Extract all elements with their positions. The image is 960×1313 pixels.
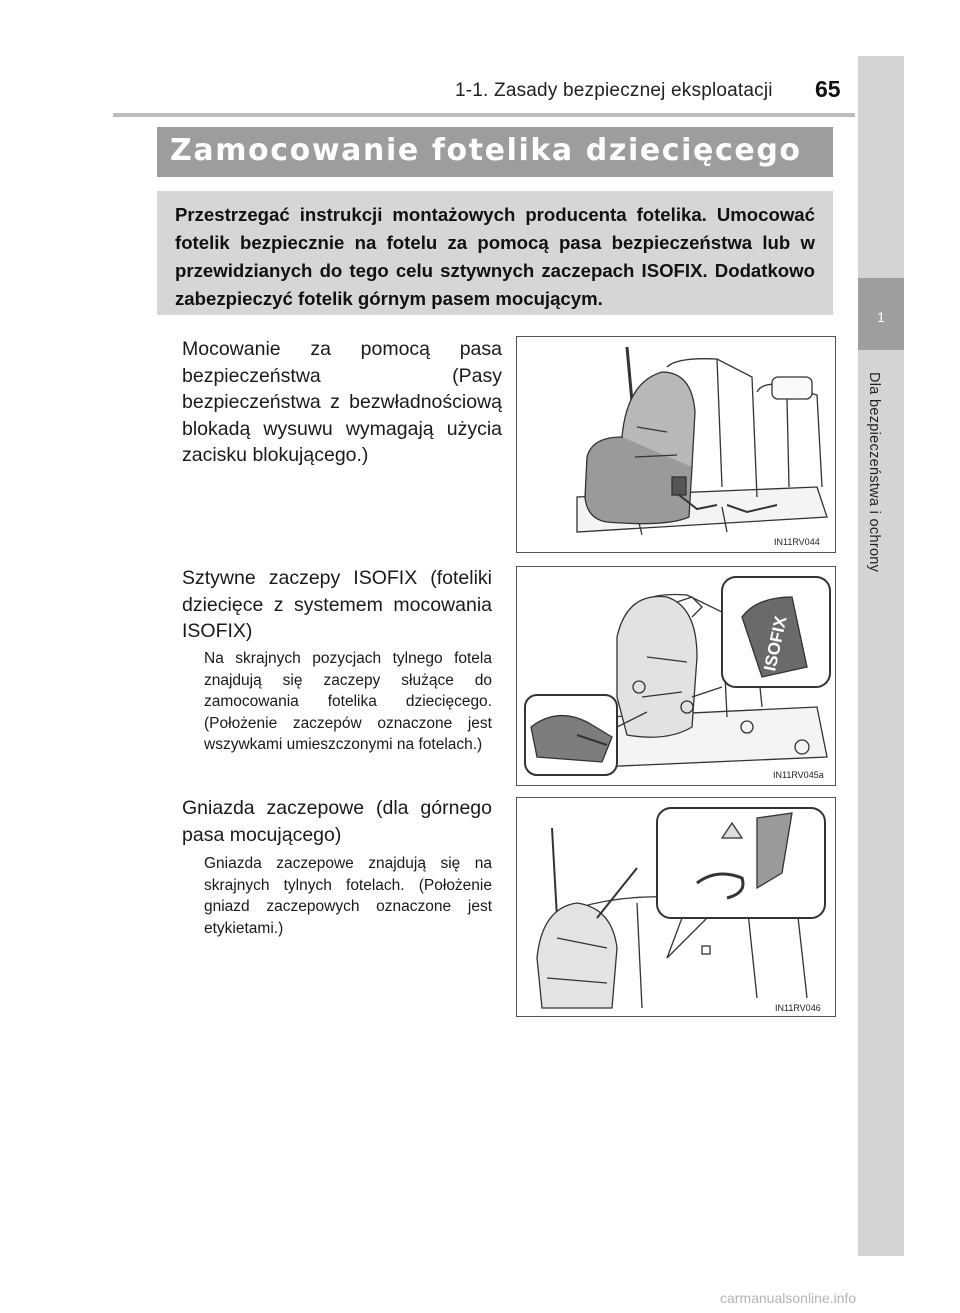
figure-code-label: IN11RV046 xyxy=(775,1003,821,1013)
isofix-tag-label: ISOFIX xyxy=(760,614,791,673)
section-title: Zamocowanie fotelika dziecięcego xyxy=(170,133,802,168)
chapter-title-vertical: Dla bezpieczeństwa i ochrony xyxy=(866,372,882,573)
figure-tether-anchor xyxy=(516,797,836,1017)
illustration-top-tether xyxy=(517,798,835,1016)
illustration-seatbelt-child-seat xyxy=(517,337,835,552)
figure-code-label: IN11RV044 xyxy=(774,537,820,547)
item-detail-tether-anchor: Gniazda zaczepowe znajdują się na skrajnych tylnych fotelach. (Położenie gniazd zaczepowych oznaczone jest etykietami.) xyxy=(204,855,492,937)
watermark: carmanualsonline.info xyxy=(720,1290,857,1306)
item-heading-isofix: Sztywne zaczepy ISOFIX (foteliki dziecięce z systemem mocowania ISOFIX) xyxy=(182,567,492,642)
header-rule xyxy=(113,113,855,117)
figure-seatbelt-mount xyxy=(516,336,836,553)
item-heading-tether-anchor: Gniazda zaczepowe (dla górnego pasa mocującego) xyxy=(182,797,492,846)
chapter-number-tab: 1 xyxy=(858,278,904,350)
figure-code-label: IN11RV045a xyxy=(773,770,824,780)
chapter-side-strip xyxy=(858,56,904,1256)
illustration-isofix-anchors xyxy=(517,567,835,785)
running-header: 1-1. Zasady bezpiecznej eksploatacji xyxy=(455,80,773,101)
figure-isofix-mount xyxy=(516,566,836,786)
item-detail-isofix: Na skrajnych pozycjach tylnego fotela znajdują się zaczepy służące do zamocowania fotelika dziecięcego. (Położenie zaczepów oznaczone jest wszywkami umieszczonymi na fotelach.) xyxy=(204,650,492,753)
page-number: 65 xyxy=(815,76,841,102)
intro-text: Przestrzegać instrukcji montażowych producenta fotelika. Umocować fotelik bezpiecznie na fotelu za pomocą pasa bezpieczeństwa lub w przewidzianych do tego celu sztywnych zaczepach ISOFIX. Dodatkowo zabezpieczyć fotelik górnym pasem mocującym. xyxy=(175,204,815,309)
item-heading-seatbelt: Mocowanie za pomocą pasa bezpieczeństwa (Pasy bezpieczeństwa z bezwładnościową blokadą wysuwu wymagają użycia zacisku blokującego.) xyxy=(182,338,502,466)
